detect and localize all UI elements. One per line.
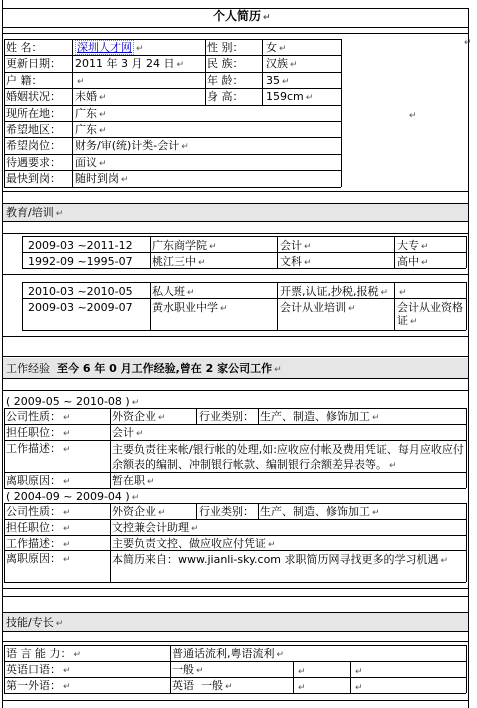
grid-line <box>466 408 467 488</box>
grid-line <box>350 661 351 693</box>
grid-line <box>22 282 23 330</box>
edu-degree: 大专 ↵ <box>397 239 429 252</box>
para-mark: ↵ <box>464 38 472 48</box>
grid-line <box>4 519 466 520</box>
edu-period: 2009-03 ~2011-12 <box>28 239 133 252</box>
education-header: 教育/培训 ↵ <box>6 206 64 219</box>
grid-line <box>4 105 341 106</box>
edu-period: 1992-09 ~1995-07 <box>28 255 133 268</box>
grid-line <box>4 424 466 425</box>
grid-line <box>4 72 341 73</box>
age-label: 年 龄： <box>207 74 244 87</box>
industry-value: 生产、制造、修饰加工 ↵ <box>260 505 380 518</box>
grid-line <box>466 236 467 268</box>
english-oral-label: 英语口语： ↵ <box>6 663 71 676</box>
marital-value: 未婚 ↵ <box>75 90 107 103</box>
grid-line <box>196 503 197 519</box>
edu-major: 文科 ↵ <box>280 255 312 268</box>
section-rule <box>2 641 468 642</box>
para-mark: ↵ <box>298 667 306 677</box>
grid-line <box>4 187 341 188</box>
leave-value: 暂在职 ↵ <box>112 474 155 487</box>
grid-line <box>262 39 263 105</box>
start-value: 随时到岗 ↵ <box>75 172 129 185</box>
start-label: 最快到岗： <box>6 172 61 185</box>
grid-line <box>394 236 395 268</box>
grid-line <box>22 330 466 331</box>
grid-line <box>4 440 466 441</box>
grid-line <box>4 488 466 489</box>
section-rule <box>2 274 468 275</box>
grid-line <box>110 503 111 582</box>
grid-line <box>4 39 5 187</box>
job-title-label: 担任职位： ↵ <box>6 521 71 534</box>
page-right-border <box>468 8 469 708</box>
grid-line <box>22 236 466 237</box>
location-label: 现所在地： <box>6 107 61 120</box>
grid-line <box>258 503 259 519</box>
grid-line <box>341 39 342 187</box>
updated-label: 更新日期： <box>6 57 61 70</box>
name-value[interactable]: 深圳人才网 ↵ <box>77 41 144 54</box>
grid-line <box>22 236 23 268</box>
first-foreign-value: 英语 一般 ↵ <box>172 679 233 692</box>
grid-line <box>205 39 206 105</box>
skills-header: 技能/专长 ↵ <box>6 616 64 629</box>
language-value: 普通话流利,粤语流利 ↵ <box>172 647 285 660</box>
section-rule <box>2 191 468 192</box>
ethnicity-label: 民 族： <box>207 57 244 70</box>
ethnicity-value: 汉族 ↵ <box>266 57 298 70</box>
job-title-value: 文控兼会计助理 ↵ <box>112 521 199 534</box>
nature-label: 公司性质： ↵ <box>6 505 71 518</box>
section-rule <box>2 378 468 379</box>
grid-line <box>72 39 73 187</box>
grid-line <box>466 503 467 582</box>
grid-line <box>4 503 466 504</box>
job-period: ( 2004-09 ~ 2009-04 ) ↵ <box>6 490 140 503</box>
position-value: 财务/审(统)计类-会计 ↵ <box>75 139 189 152</box>
section-rule <box>2 233 468 234</box>
training-course: 会计从业培训 ↵ <box>280 301 356 314</box>
section-rule <box>2 356 468 357</box>
grid-line <box>4 408 466 409</box>
section-rule <box>2 336 468 337</box>
grid-line <box>4 55 341 56</box>
job-desc-value: 主要负责文控、做应收应付凭证 ↵ <box>112 537 276 550</box>
grid-line <box>4 88 341 89</box>
training-period: 2009-03 ~2009-07 <box>28 301 133 314</box>
work-header: 工作经验 至今 6 年 0 月工作经验,曾在 2 家公司工作 ↵ <box>6 362 282 375</box>
section-rule <box>2 221 468 222</box>
grid-line <box>466 645 467 693</box>
training-course: 开票,认证,抄税,报税 ↵ <box>280 285 389 298</box>
training-cert: 会计从业资格证 ↵ <box>397 301 463 327</box>
section-rule <box>2 700 468 701</box>
training-school: 黄水职业中学 ↵ <box>152 301 228 314</box>
section-rule <box>2 390 468 391</box>
job-desc-value: 主要负责往来帐/银行帐的处理,如:应收应付帐及费用凭证、每月应收应付余额表的编制、冲制银行帐款、编制银行余额差异表等。 ↵ <box>112 443 464 471</box>
para-mark: ↵ <box>355 683 363 693</box>
job-period: ( 2009-05 ~ 2010-08 ) ↵ <box>6 395 140 408</box>
section-rule <box>2 631 468 632</box>
grid-line <box>170 645 171 693</box>
grid-line <box>4 137 341 138</box>
page-left-border <box>2 0 3 708</box>
gender-value: 女 ↵ <box>266 41 287 54</box>
section-header-bg <box>3 203 468 221</box>
job-desc-label: 工作描述： ↵ <box>6 537 71 550</box>
edu-school: 桃江三中 ↵ <box>152 255 206 268</box>
grid-line <box>4 170 341 171</box>
grid-line <box>4 154 341 155</box>
marital-label: 婚姻状况： <box>6 90 61 103</box>
language-label: 语 言 能 力： ↵ <box>6 647 82 660</box>
grid-line <box>4 39 341 40</box>
job-desc-label: 工作描述： ↵ <box>6 442 71 455</box>
job-title-label: 担任职位： ↵ <box>6 426 71 439</box>
industry-label: 行业类别： <box>199 505 254 518</box>
grid-line <box>22 282 466 283</box>
leave-label: 离职原因： ↵ <box>6 474 71 487</box>
grid-line <box>258 408 259 424</box>
industry-value: 生产、制造、修饰加工 ↵ <box>260 410 380 423</box>
hukou-value: ↵ <box>77 77 85 87</box>
grid-line <box>4 582 466 583</box>
region-value: 广东 ↵ <box>75 123 107 136</box>
height-value: 159cm ↵ <box>266 90 314 103</box>
edu-major: 会计 ↵ <box>280 239 312 252</box>
grid-line <box>4 645 466 646</box>
title-bottom-rule-2 <box>2 33 468 34</box>
nature-value: 外资企业 ↵ <box>112 410 166 423</box>
para-mark: ↵ <box>409 111 417 121</box>
grid-line <box>466 282 467 330</box>
grid-line <box>4 677 466 678</box>
grid-line <box>196 408 197 424</box>
para-mark: ↵ <box>355 667 363 677</box>
grid-line <box>293 661 294 693</box>
leave-value: 本简历来自：www.jianli-sky.com 求职简历网寻找更多的学习机遇 ↵ <box>112 553 449 566</box>
edu-degree: 高中 ↵ <box>397 255 429 268</box>
grid-line <box>277 282 278 330</box>
grid-line <box>277 236 278 268</box>
grid-line <box>4 503 5 582</box>
industry-label: 行业类别： <box>199 410 254 423</box>
section-rule <box>2 596 468 597</box>
gender-label: 性 别： <box>207 41 244 54</box>
location-value: 广东 ↵ <box>75 107 107 120</box>
region-label: 希望地区： <box>6 123 61 136</box>
nature-value: 外资企业 ↵ <box>112 505 166 518</box>
grid-line <box>110 408 111 488</box>
resume-title: 个人简历 ↵ <box>213 9 271 23</box>
grid-line <box>4 535 466 536</box>
age-value: 35 ↵ <box>266 74 290 87</box>
grid-line <box>4 408 5 488</box>
grid-line <box>150 282 151 330</box>
para-mark: ↵ <box>298 683 306 693</box>
grid-line <box>4 121 341 122</box>
leave-label: 离职原因： ↵ <box>6 552 71 565</box>
section-rule <box>2 203 468 204</box>
position-label: 希望岗位： <box>6 139 61 152</box>
edu-school: 广东商学院 ↵ <box>152 239 217 252</box>
grid-line <box>4 645 5 693</box>
salary-value: 面议 ↵ <box>75 156 107 169</box>
grid-line <box>150 236 151 268</box>
title-bottom-rule <box>2 27 468 28</box>
grid-line <box>4 693 466 694</box>
updated-value: 2011 年 3 月 24 日 ↵ <box>75 57 185 70</box>
english-oral-value: 一般 ↵ <box>172 663 204 676</box>
salary-label: 待遇要求： <box>6 156 61 169</box>
name-label: 姓 名： <box>6 41 43 54</box>
training-cert: ↵ <box>399 288 407 298</box>
height-label: 身 高： <box>207 90 244 103</box>
hukou-label: 户 籍： <box>6 74 43 87</box>
job-title-value: 会计 ↵ <box>112 426 144 439</box>
training-period: 2010-03 ~2010-05 <box>28 285 133 298</box>
section-header-bg <box>3 613 468 631</box>
nature-label: 公司性质： ↵ <box>6 410 71 423</box>
grid-line <box>394 282 395 330</box>
first-foreign-label: 第一外语： ↵ <box>6 679 71 692</box>
training-school: 私人班 ↵ <box>152 285 195 298</box>
section-rule <box>2 588 468 589</box>
